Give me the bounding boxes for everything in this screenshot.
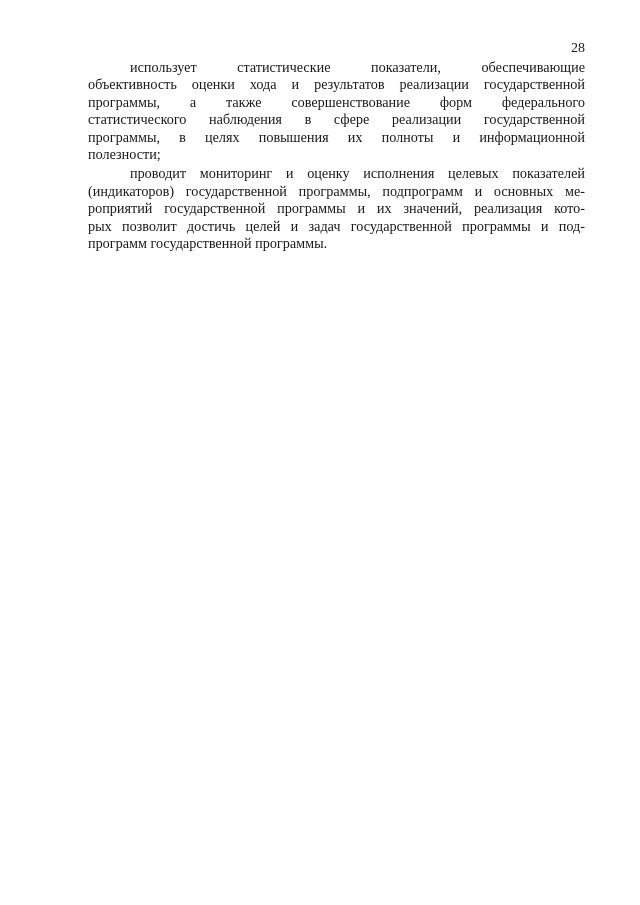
paragraph-monitoring xyxy=(88,166,585,253)
text-line: рых позволит достичь целей и задач государственной программы и под- xyxy=(88,218,585,235)
text-line: роприятий государственной программы и их значений, реализация кото- xyxy=(88,201,585,218)
text-line: проводит мониторинг и оценку исполнения целевых показателей xyxy=(130,166,585,183)
text-line: статистического наблюдения в сфере реализации государственной xyxy=(88,112,585,129)
text-line: полезности; xyxy=(88,147,161,164)
paragraph-statistics xyxy=(88,60,585,164)
text-line: программы, в целях повышения их полноты и информационной xyxy=(88,129,585,146)
text-line: объективность оценки хода и результатов реализации государственной xyxy=(88,77,585,94)
text-line: программы, а также совершенствование форм федерального xyxy=(88,94,585,111)
document-body xyxy=(88,60,585,253)
text-line: программ государственной программы. xyxy=(88,236,328,253)
page-number: 28 xyxy=(571,41,585,56)
text-line: использует статистические показатели, обеспечивающие xyxy=(130,60,585,76)
text-line: (индикаторов) государственной программы, подпрограмм и основных ме- xyxy=(88,183,585,200)
